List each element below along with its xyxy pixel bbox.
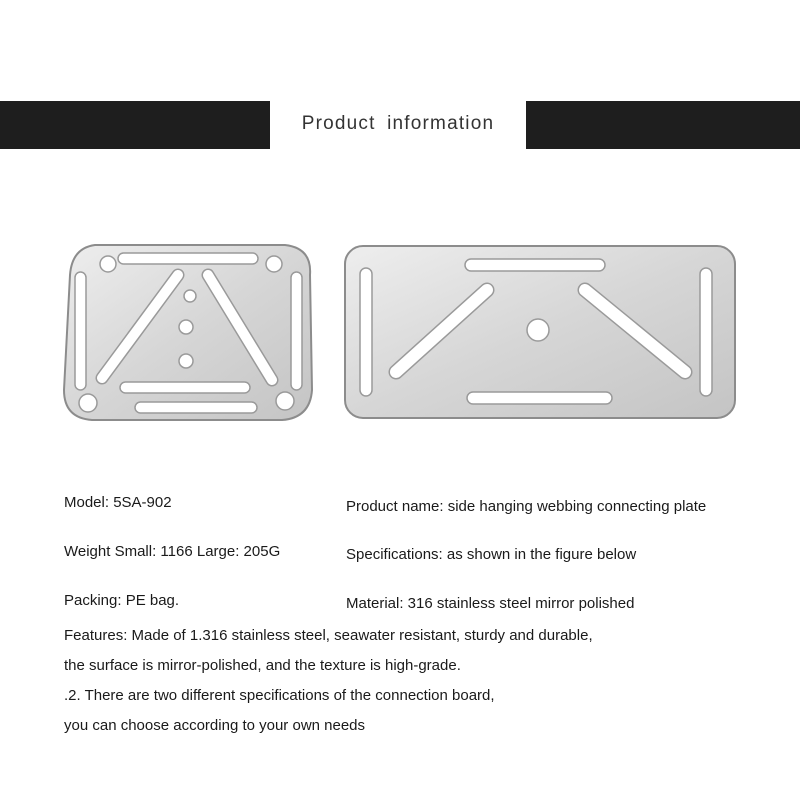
large-plate-image — [345, 246, 735, 418]
material-text: Material: 316 stainless steel mirror polished — [346, 595, 635, 612]
packing-text: Packing: PE bag. — [64, 592, 180, 609]
specifications-text: Specifications: as shown in the figure below — [346, 546, 637, 563]
model-text: Model: 5SA-902 — [64, 494, 172, 511]
features-line: the surface is mirror-polished, and the texture is high-grade. — [64, 657, 461, 674]
product-name-text: Product name: side hanging webbing connecting plate — [346, 498, 707, 515]
page-title: Product information — [301, 113, 495, 134]
weight-text: Weight Small: 1166 Large: 205G — [64, 543, 281, 560]
small-plate-image — [64, 245, 312, 420]
features-line: you can choose according to your own needs — [64, 717, 366, 734]
features-line: .2. There are two different specifications of the connection board, — [64, 687, 495, 704]
features-line: Features: Made of 1.316 stainless steel, seawater resistant, sturdy and durable, — [64, 627, 593, 644]
